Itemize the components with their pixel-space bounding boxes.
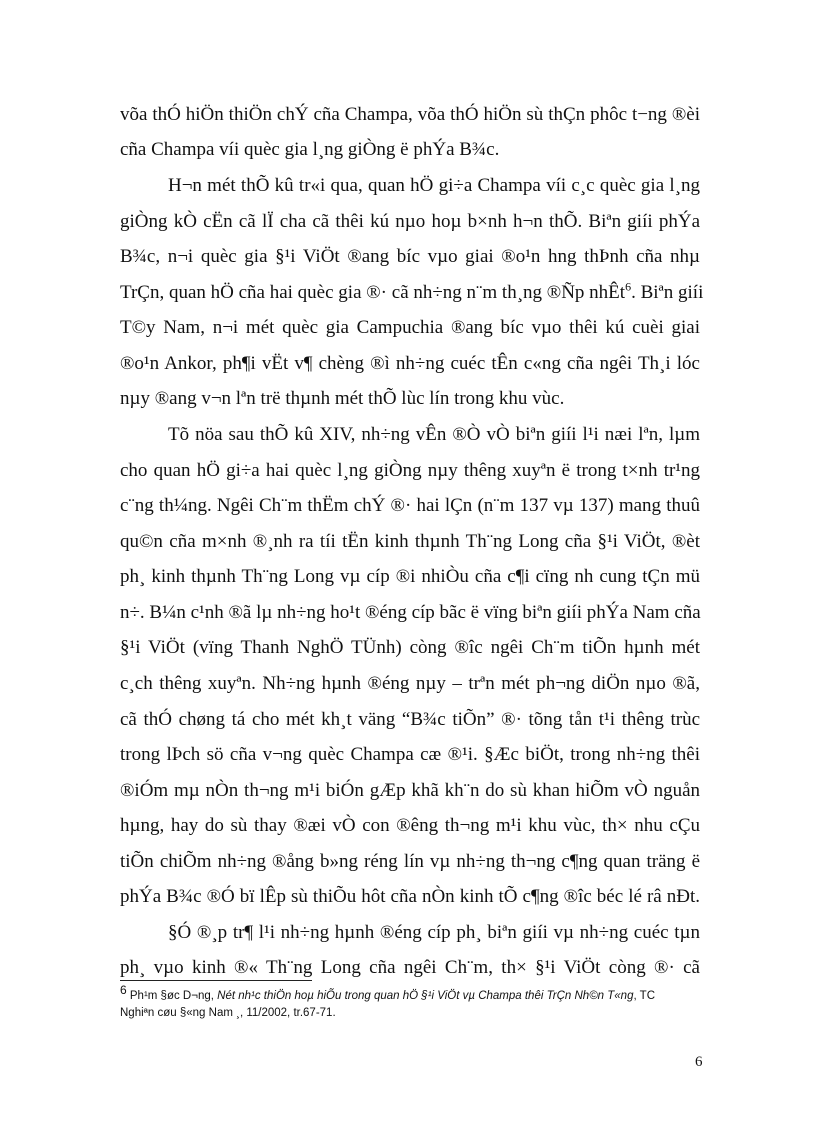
footnote-reference: 6 xyxy=(625,279,632,294)
body-line-5: B¾c, n¬i quèc gia §¹i ViÖt ®ang bíc vµo giai ®o¹n hng thÞnh cña nhµ xyxy=(120,246,700,267)
body-line-17: c¸ch thêng xuyªn. Nh÷ng hµnh ®éng nµy – trªn mét ph¬ng diÖn nµo ®ã, xyxy=(120,673,700,694)
body-line-8: ®o¹n Ankor, ph¶i vËt v¶ chèng ®ì nh÷ng cuéc tÊn c«ng cña ngêi Th¸i lóc xyxy=(120,353,700,374)
body-line-22: tiÕn chiÕm nh÷ng ®ång b»ng réng lín vµ nh÷ng th¬ng c¶ng quan träng ë xyxy=(120,851,700,872)
body-line-6-text: TrÇn, quan hÖ cña hai quèc gia ®· cã nh÷ng n¨m th¸ng ®Ñp nhÊt xyxy=(120,282,626,303)
body-line-15: n÷. B¼n c¹nh ®ã lµ nh÷ng ho¹t ®éng cíp bãc ë vïng biªn giíi phÝa Nam cña xyxy=(120,602,701,623)
body-line-7: T©y Nam, n¬i mét quèc gia Campuchia ®ang bíc vµo thêi kú cuèi giai xyxy=(120,317,700,338)
body-line-6-tail: . Biªn giíi xyxy=(631,282,704,303)
page-number: 6 xyxy=(695,1054,703,1070)
footnote-author: Ph¹m §øc D¬ng, xyxy=(129,990,218,1002)
body-line-23: phÝa B¾c ®Ó bï lÊp sù thiÕu hôt cña nÒn kinh tÕ c¶ng ®îc béc lé râ nÐt. xyxy=(120,886,700,907)
body-line-19: trong lÞch sö cña v¬ng quèc Champa cæ ®¹i. §Æc biÖt, trong nh÷ng thêi xyxy=(120,744,700,765)
body-line-12: c¨ng th¼ng. Ngêi Ch¨m thËm chÝ ®· hai lÇn (n¨m 137 vµ 137) mang thuû xyxy=(120,495,700,516)
body-line-11: cho quan hÖ gi÷a hai quèc l¸ng giÒng nµy thêng xuyªn ë trong t×nh tr¹ng xyxy=(120,460,700,481)
footnote-line-2: Nghiªn cøu §«ng Nam ¸, 11/2002, tr.67-71. xyxy=(120,1007,336,1019)
body-line-20: ®iÓm mµ nÒn th¬ng m¹i biÓn gÆp khã kh¨n do sù khan hiÕm vÒ nguån xyxy=(120,780,700,801)
footnote-title: Nét nh¹c thiÖn hoµ hiÕu trong quan hÖ §¹i ViÖt vµ Champa thêi TrÇn Nh©n T«ng xyxy=(217,990,634,1002)
body-line-18: cã thÓ chøng tá cho mét kh¸t väng “B¾c tiÕn” ®· tõng tån t¹i thêng trùc xyxy=(120,709,700,730)
body-line-16: §¹i ViÖt (vïng Thanh NghÖ TÜnh) còng ®îc ngêi Ch¨m tiÕn hµnh mét xyxy=(120,637,700,658)
body-line-2: cña Champa víi quèc gia l¸ng giÒng ë phÝa B¾c. xyxy=(120,139,500,160)
body-line-1: võa thÓ hiÖn thiÖn chÝ cña Champa, võa thÓ hiÖn sù thÇn phôc t−ng ®èi xyxy=(120,104,700,125)
body-line-4: giÒng kÒ cËn cã lÏ cha cã thêi kú nµo hoµ b×nh h¬n thÕ. Biªn giíi phÝa xyxy=(120,211,700,232)
body-line-21: hµng, hay do sù thay ®æi vÒ con ®êng th¬ng m¹i khu vùc, th× nhu cÇu xyxy=(120,815,700,836)
body-line-25: ph¸ vµo kinh ®« Th¨ng Long cña ngêi Ch¨m, th× §¹i ViÖt còng ®· cã xyxy=(120,957,700,978)
body-line-3: H¬n mét thÕ kû tr«i qua, quan hÖ gi÷a Champa víi c¸c quèc gia l¸ng xyxy=(168,175,700,196)
body-line-6 xyxy=(120,279,704,304)
body-line-13: qu©n cña m×nh ®¸nh ra tíi tËn kinh thµnh Th¨ng Long cña §¹i ViÖt, ®èt xyxy=(120,531,700,552)
body-line-14: ph¸ kinh thµnh Th¨ng Long vµ cíp ®i nhiÒu cña c¶i cïng nh cung tÇn mü xyxy=(120,566,700,587)
body-line-10: Tõ nöa sau thÕ kû XIV, nh÷ng vÊn ®Ò vÒ biªn giíi l¹i næi lªn, lµm xyxy=(168,424,700,445)
footnote xyxy=(120,983,700,1005)
footnote-marker: 6 xyxy=(120,983,127,998)
body-line-9: nµy ®ang v¬n lªn trë thµnh mét thÕ lùc lín trong khu vùc. xyxy=(120,388,565,409)
footnote-separator xyxy=(120,980,312,981)
body-line-24: §Ó ®¸p tr¶ l¹i nh÷ng hµnh ®éng cíp ph¸ biªn giíi vµ nh÷ng cuéc tµn xyxy=(168,922,700,943)
footnote-rest: , TC xyxy=(633,990,655,1002)
